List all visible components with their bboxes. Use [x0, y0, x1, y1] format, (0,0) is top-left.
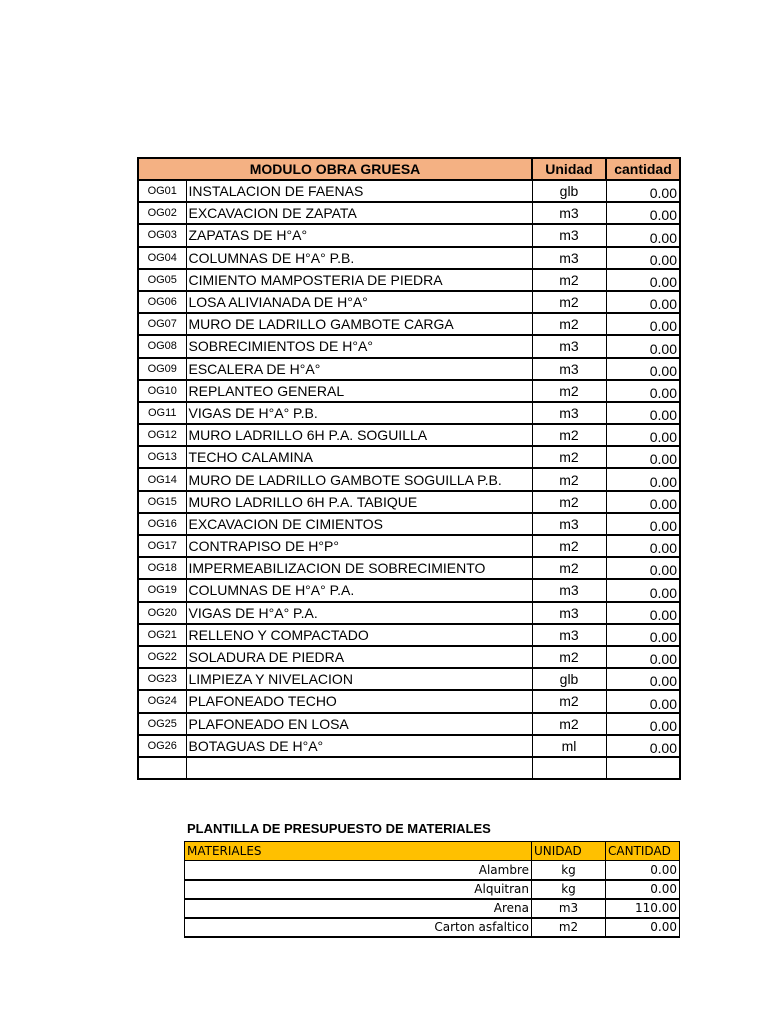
material-quantity-cell[interactable]: 0.00	[606, 861, 680, 880]
table-row	[138, 446, 680, 468]
empty-cell[interactable]	[138, 757, 186, 779]
item-description-cell[interactable]: SOBRECIMIENTOS DE H°A°	[186, 335, 532, 357]
item-unit-cell[interactable]: m3	[532, 579, 606, 601]
materials-unit-header: UNIDAD	[532, 842, 606, 861]
item-description-cell[interactable]: VIGAS DE H°A° P.B.	[186, 402, 532, 424]
item-quantity-cell[interactable]: 0.00	[606, 668, 680, 690]
item-quantity-cell[interactable]: 0.00	[606, 180, 680, 202]
item-quantity-cell[interactable]: 0.00	[606, 602, 680, 624]
empty-cell[interactable]	[606, 757, 680, 779]
item-unit-cell[interactable]: m3	[532, 602, 606, 624]
item-unit-cell[interactable]: m3	[532, 335, 606, 357]
item-description-cell[interactable]: RELLENO Y COMPACTADO	[186, 624, 532, 646]
item-quantity-cell[interactable]: 0.00	[606, 446, 680, 468]
table-row	[138, 491, 680, 513]
item-unit-cell[interactable]: m2	[532, 424, 606, 446]
item-unit-cell[interactable]: glb	[532, 180, 606, 202]
table-row	[138, 690, 680, 712]
item-unit-cell[interactable]: m3	[532, 202, 606, 224]
material-name-cell[interactable]: Alambre	[185, 861, 532, 880]
item-quantity-cell[interactable]: 0.00	[606, 269, 680, 291]
item-quantity-cell[interactable]: 0.00	[606, 335, 680, 357]
item-unit-cell[interactable]: m3	[532, 247, 606, 269]
table-row	[138, 202, 680, 224]
item-description-cell[interactable]: VIGAS DE H°A° P.A.	[186, 602, 532, 624]
materials-title: PLANTILLA DE PRESUPUESTO DE MATERIALES	[187, 821, 491, 836]
item-quantity-cell[interactable]: 0.00	[606, 646, 680, 668]
table-row	[138, 735, 680, 757]
item-description-cell[interactable]: BOTAGUAS DE H°A°	[186, 735, 532, 757]
item-code-cell[interactable]: OG14	[138, 468, 186, 490]
item-quantity-cell[interactable]: 0.00	[606, 424, 680, 446]
item-code-cell[interactable]: OG19	[138, 579, 186, 601]
item-code-cell[interactable]: OG09	[138, 358, 186, 380]
unit-column-header: Unidad	[532, 158, 606, 180]
item-quantity-cell[interactable]: 0.00	[606, 579, 680, 601]
item-description-cell[interactable]: EXCAVACION DE ZAPATA	[186, 202, 532, 224]
item-description-cell[interactable]: TECHO CALAMINA	[186, 446, 532, 468]
item-description-cell[interactable]: PLAFONEADO EN LOSA	[186, 713, 532, 735]
item-unit-cell[interactable]: m2	[532, 491, 606, 513]
item-quantity-cell[interactable]: 0.00	[606, 202, 680, 224]
material-name-cell[interactable]: Carton asfaltico	[185, 918, 532, 937]
item-code-cell[interactable]: OG13	[138, 446, 186, 468]
item-unit-cell[interactable]: m2	[532, 446, 606, 468]
item-quantity-cell[interactable]: 0.00	[606, 491, 680, 513]
item-unit-cell[interactable]: m2	[532, 713, 606, 735]
item-description-cell[interactable]: MURO DE LADRILLO GAMBOTE SOGUILLA P.B.	[186, 468, 532, 490]
item-description-cell[interactable]: ESCALERA DE H°A°	[186, 358, 532, 380]
item-quantity-cell[interactable]: 0.00	[606, 380, 680, 402]
item-description-cell[interactable]: MURO LADRILLO 6H P.A. SOGUILLA	[186, 424, 532, 446]
material-quantity-cell[interactable]: 0.00	[606, 880, 680, 899]
item-code-cell[interactable]: OG26	[138, 735, 186, 757]
item-code-cell[interactable]: OG05	[138, 269, 186, 291]
item-code-cell[interactable]: OG06	[138, 291, 186, 313]
table-row	[138, 668, 680, 690]
item-description-cell[interactable]: COLUMNAS DE H°A° P.A.	[186, 579, 532, 601]
item-code-cell[interactable]: OG01	[138, 180, 186, 202]
item-unit-cell[interactable]: ml	[532, 735, 606, 757]
item-quantity-cell[interactable]: 0.00	[606, 713, 680, 735]
item-quantity-cell[interactable]: 0.00	[606, 690, 680, 712]
item-description-cell[interactable]: LOSA ALIVIANADA DE H°A°	[186, 291, 532, 313]
table-row	[138, 313, 680, 335]
item-quantity-cell[interactable]: 0.00	[606, 313, 680, 335]
item-description-cell[interactable]: ZAPATAS DE H°A°	[186, 224, 532, 246]
item-description-cell[interactable]: SOLADURA DE PIEDRA	[186, 646, 532, 668]
item-unit-cell[interactable]: m2	[532, 468, 606, 490]
item-code-cell[interactable]: OG08	[138, 335, 186, 357]
item-quantity-cell[interactable]: 0.00	[606, 513, 680, 535]
item-code-cell[interactable]: OG18	[138, 557, 186, 579]
item-description-cell[interactable]: PLAFONEADO TECHO	[186, 690, 532, 712]
item-quantity-cell[interactable]: 0.00	[606, 468, 680, 490]
material-unit-cell[interactable]: m2	[532, 918, 606, 937]
empty-cell[interactable]	[532, 757, 606, 779]
item-quantity-cell[interactable]: 0.00	[606, 624, 680, 646]
item-description-cell[interactable]: MURO DE LADRILLO GAMBOTE CARGA	[186, 313, 532, 335]
item-quantity-cell[interactable]: 0.00	[606, 535, 680, 557]
materials-row	[185, 899, 680, 918]
table-row	[138, 358, 680, 380]
table-row	[138, 180, 680, 202]
item-unit-cell[interactable]: m3	[532, 358, 606, 380]
item-unit-cell[interactable]: m2	[532, 269, 606, 291]
item-code-cell[interactable]: OG23	[138, 668, 186, 690]
item-description-cell[interactable]: EXCAVACION DE CIMIENTOS	[186, 513, 532, 535]
item-unit-cell[interactable]: m2	[532, 690, 606, 712]
table-row	[138, 424, 680, 446]
material-name-cell[interactable]: Arena	[185, 899, 532, 918]
item-code-cell[interactable]: OG12	[138, 424, 186, 446]
item-quantity-cell[interactable]: 0.00	[606, 402, 680, 424]
quantity-column-header: cantidad	[606, 158, 680, 180]
table-row	[138, 380, 680, 402]
item-description-cell[interactable]: CONTRAPISO DE H°P°	[186, 535, 532, 557]
item-code-cell[interactable]: OG20	[138, 602, 186, 624]
table-row	[138, 291, 680, 313]
item-quantity-cell[interactable]: 0.00	[606, 291, 680, 313]
table-row	[138, 602, 680, 624]
empty-row	[138, 757, 680, 779]
item-description-cell[interactable]: REPLANTEO GENERAL	[186, 380, 532, 402]
table-row	[138, 335, 680, 357]
item-unit-cell[interactable]: glb	[532, 668, 606, 690]
materials-row	[185, 861, 680, 880]
table-row	[138, 646, 680, 668]
item-quantity-cell[interactable]: 0.00	[606, 224, 680, 246]
item-code-cell[interactable]: OG02	[138, 202, 186, 224]
item-quantity-cell[interactable]: 0.00	[606, 557, 680, 579]
item-quantity-cell[interactable]: 0.00	[606, 358, 680, 380]
table-row	[138, 624, 680, 646]
item-unit-cell[interactable]: m3	[532, 224, 606, 246]
item-unit-cell[interactable]: m2	[532, 291, 606, 313]
table-row	[138, 579, 680, 601]
empty-cell[interactable]	[186, 757, 532, 779]
table-row	[138, 402, 680, 424]
item-description-cell[interactable]: CIMIENTO MAMPOSTERIA DE PIEDRA	[186, 269, 532, 291]
item-code-cell[interactable]: OG17	[138, 535, 186, 557]
materials-row	[185, 880, 680, 899]
table-row	[138, 535, 680, 557]
item-description-cell[interactable]: COLUMNAS DE H°A° P.B.	[186, 247, 532, 269]
material-unit-cell[interactable]: m3	[532, 899, 606, 918]
item-unit-cell[interactable]: m3	[532, 513, 606, 535]
item-code-cell[interactable]: OG07	[138, 313, 186, 335]
table-row	[138, 247, 680, 269]
materials-row	[185, 918, 680, 937]
material-unit-cell[interactable]: kg	[532, 880, 606, 899]
materials-header-row	[185, 842, 680, 861]
item-unit-cell[interactable]: m3	[532, 624, 606, 646]
item-description-cell[interactable]: LIMPIEZA Y NIVELACION	[186, 668, 532, 690]
item-code-cell[interactable]: OG15	[138, 491, 186, 513]
obra-gruesa-table	[137, 157, 681, 780]
table-header-row	[138, 158, 680, 180]
table-row	[138, 269, 680, 291]
item-unit-cell[interactable]: m2	[532, 646, 606, 668]
item-code-cell[interactable]: OG11	[138, 402, 186, 424]
item-code-cell[interactable]: OG16	[138, 513, 186, 535]
table-row	[138, 224, 680, 246]
material-quantity-cell[interactable]: 0.00	[606, 918, 680, 937]
materials-table	[184, 841, 680, 938]
module-title-header: MODULO OBRA GRUESA	[138, 158, 532, 180]
item-code-cell[interactable]: OG21	[138, 624, 186, 646]
material-name-cell[interactable]: Alquitran	[185, 880, 532, 899]
item-code-cell[interactable]: OG24	[138, 690, 186, 712]
table-row	[138, 713, 680, 735]
materials-quantity-header: CANTIDAD	[606, 842, 680, 861]
item-quantity-cell[interactable]: 0.00	[606, 735, 680, 757]
item-code-cell[interactable]: OG10	[138, 380, 186, 402]
material-unit-cell[interactable]: kg	[532, 861, 606, 880]
item-description-cell[interactable]: IMPERMEABILIZACION DE SOBRECIMIENTO	[186, 557, 532, 579]
item-unit-cell[interactable]: m2	[532, 557, 606, 579]
table-row	[138, 468, 680, 490]
table-row	[138, 513, 680, 535]
item-code-cell[interactable]: OG04	[138, 247, 186, 269]
item-code-cell[interactable]: OG03	[138, 224, 186, 246]
item-unit-cell[interactable]: m2	[532, 535, 606, 557]
item-code-cell[interactable]: OG22	[138, 646, 186, 668]
materials-name-header: MATERIALES	[185, 842, 532, 861]
table-row	[138, 557, 680, 579]
item-unit-cell[interactable]: m2	[532, 380, 606, 402]
material-quantity-cell[interactable]: 110.00	[606, 899, 680, 918]
item-code-cell[interactable]: OG25	[138, 713, 186, 735]
item-unit-cell[interactable]: m2	[532, 313, 606, 335]
item-description-cell[interactable]: MURO LADRILLO 6H P.A. TABIQUE	[186, 491, 532, 513]
item-unit-cell[interactable]: m3	[532, 402, 606, 424]
item-quantity-cell[interactable]: 0.00	[606, 247, 680, 269]
item-description-cell[interactable]: INSTALACION DE FAENAS	[186, 180, 532, 202]
